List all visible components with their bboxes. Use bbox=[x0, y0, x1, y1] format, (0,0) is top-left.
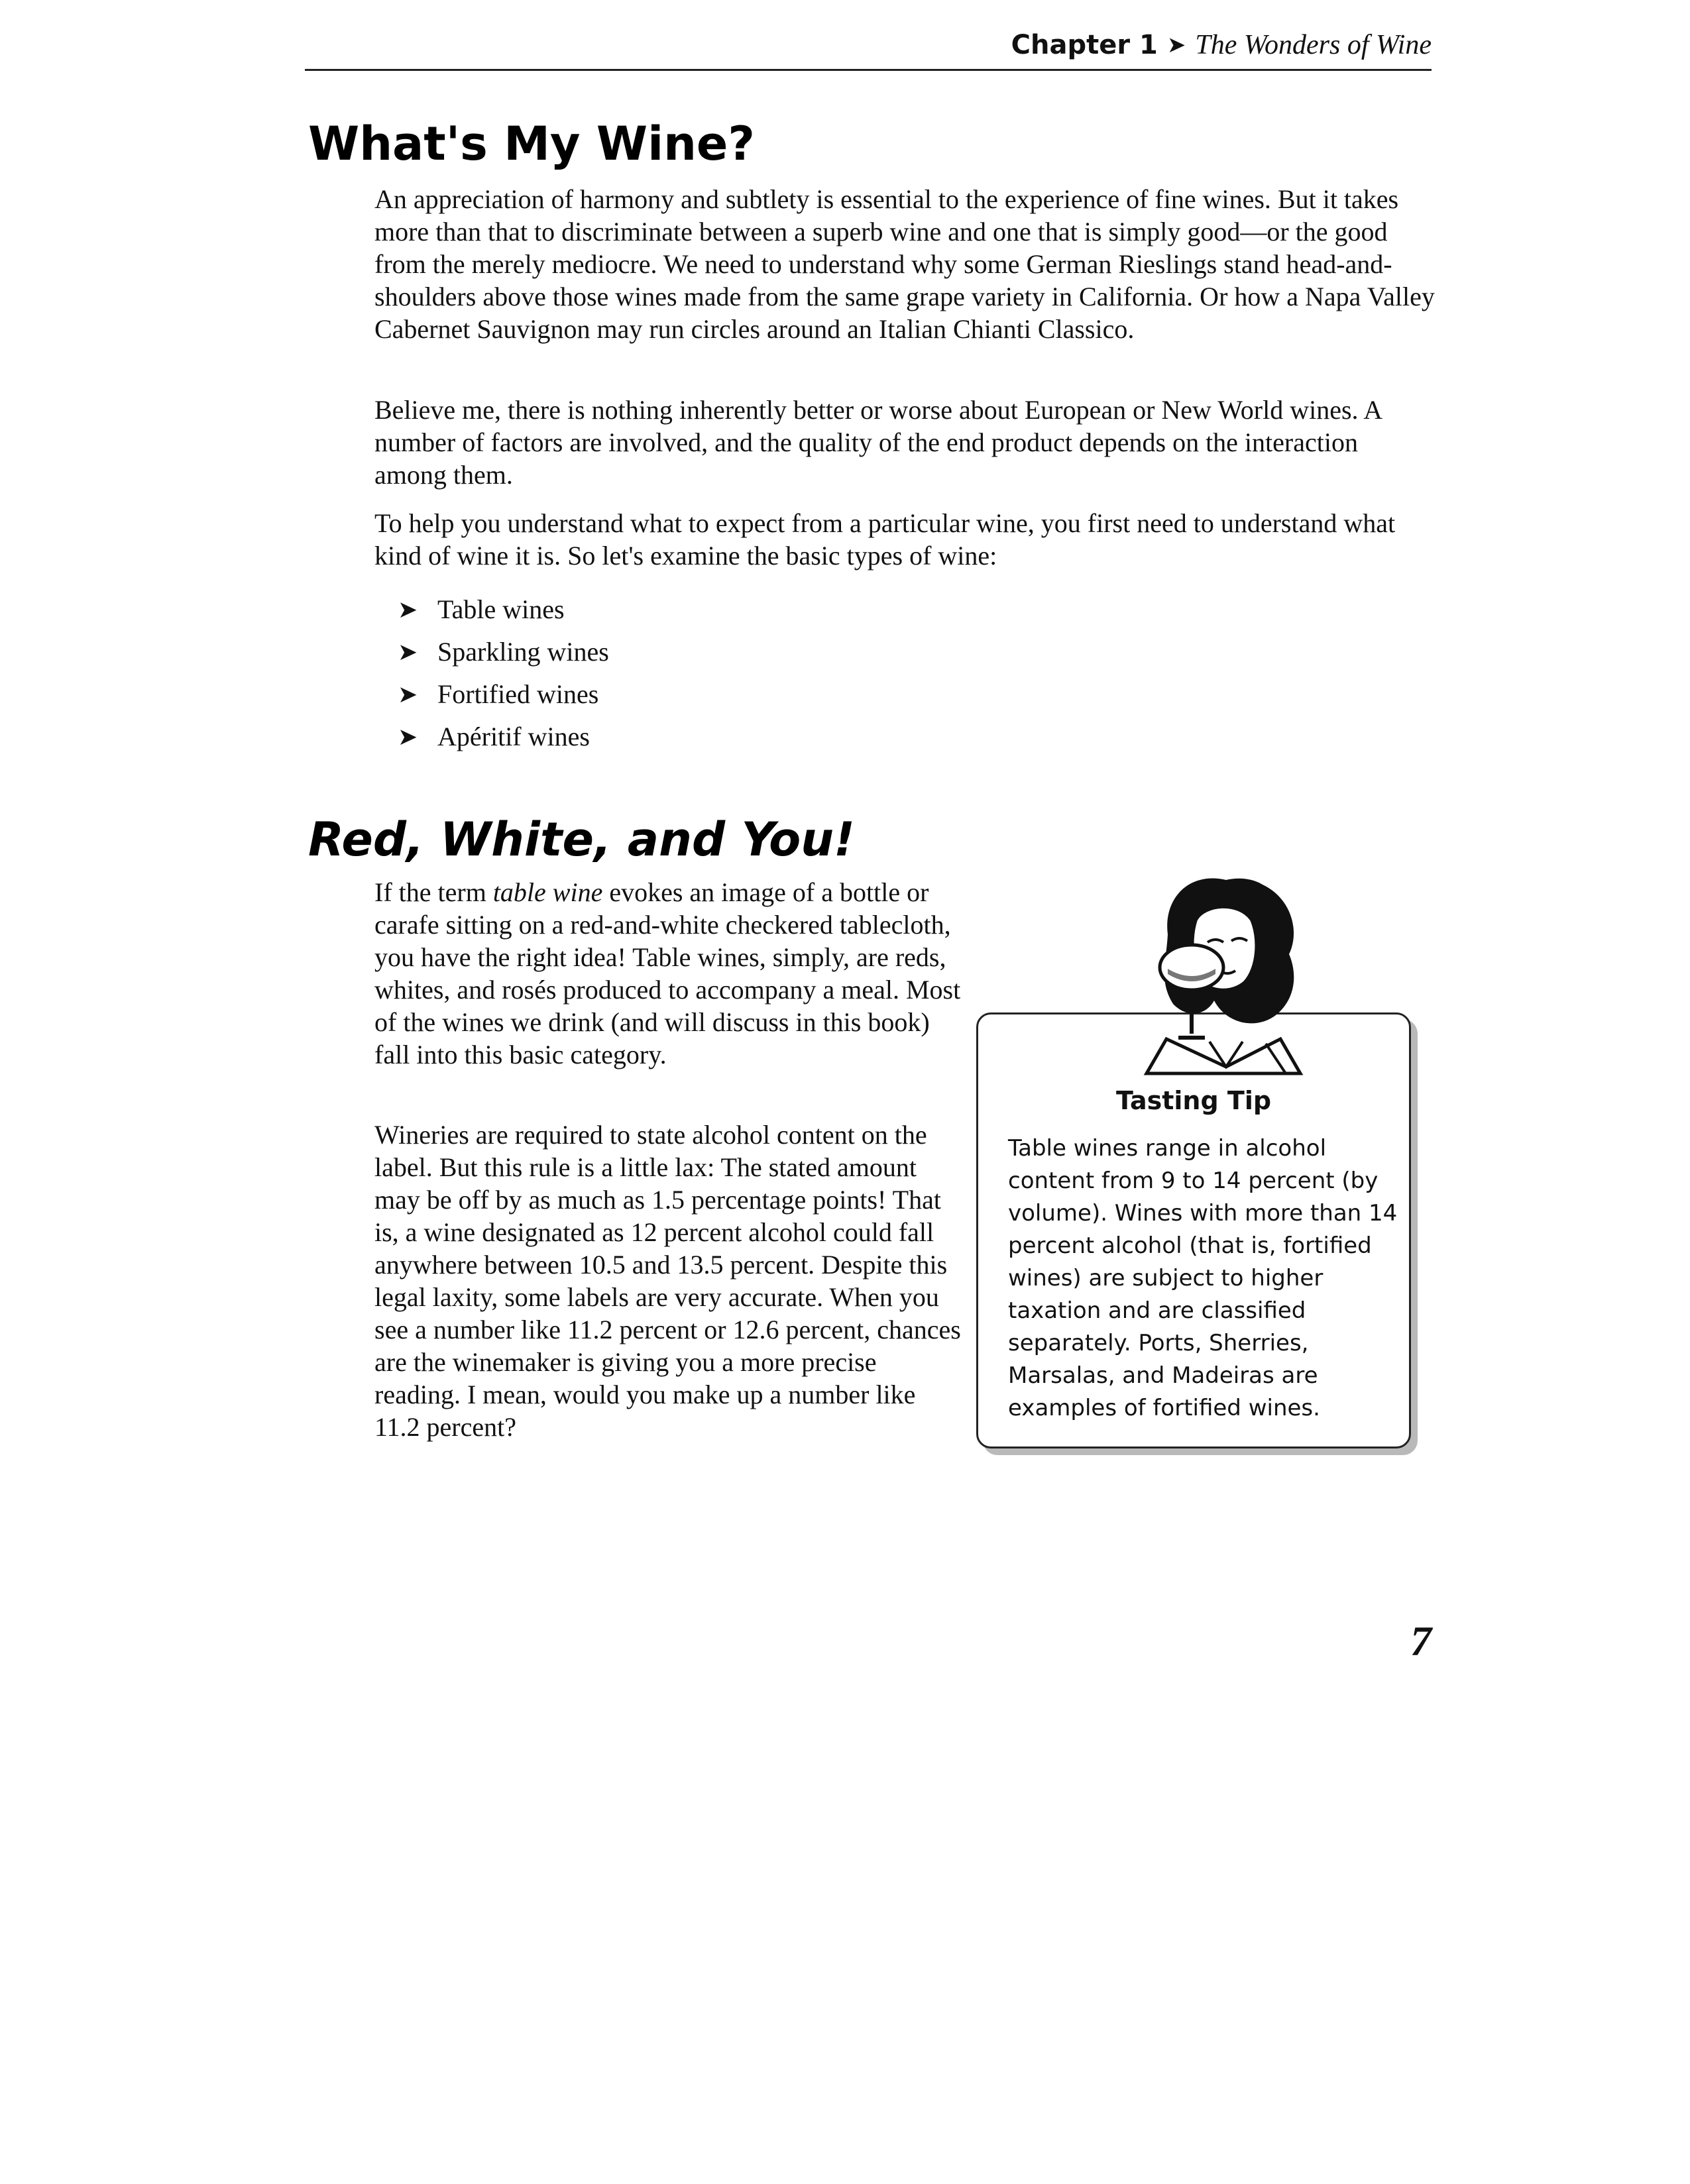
text-run: If the term bbox=[374, 877, 493, 907]
paragraph: Wineries are required to state alcohol content on the label. But this rule is a little lax: The stated amount may be off by as much as 1.5 percentage points! That is, a wine designated as 12 percent alcohol could fall anywhere between 10.5 and 13.5 percent. Despite this legal laxity, some labels are very accurate. When you see a number like 11.2 percent or 12.6 percent, chances are the winemaker is giving you a more precise reading. I mean, would you make up a number like 11.2 percent? bbox=[374, 1120, 961, 1442]
list-item bbox=[398, 673, 609, 716]
page-number: 7 bbox=[1410, 1617, 1432, 1665]
sidebar-text: Table wines range in alcohol content from 9 to 14 percent (by volume). Wines with more than 14 percent alcohol (that is, fortified wines) are subject to higher taxation and are classified separately. Ports, Sherries, Marsalas, and Madeiras are examples of fortified wines. bbox=[1008, 1135, 1398, 1421]
arrowhead-icon: ➤ bbox=[1166, 33, 1186, 58]
italic-term: table wine bbox=[492, 877, 603, 907]
list-item bbox=[398, 631, 609, 673]
arrowhead-icon: ➤ bbox=[398, 596, 418, 623]
header-divider bbox=[305, 69, 1432, 71]
wine-types-list bbox=[398, 588, 609, 758]
arrowhead-icon: ➤ bbox=[398, 639, 418, 665]
list-item-label: Sparkling wines bbox=[437, 637, 609, 667]
paragraph: An appreciation of harmony and subtlety is essential to the experience of fine wines. But it takes more than that to discriminate between a superb wine and one that is simply good—or the good from the merely mediocre. We need to understand why some German Rieslings stand head-and-shoulders above those wines made from the same grape variety in California. Or how a Napa Valley Cabernet Sauvignon may run circles around an Italian Chianti Classico. bbox=[374, 184, 1435, 344]
paragraph: Believe me, there is nothing inherently better or worse about European or New World wines. A number of factors are involved, and the quality of the end product depends on the interaction among them. bbox=[374, 395, 1381, 490]
arrowhead-icon: ➤ bbox=[398, 724, 418, 750]
section-heading-red-white-and-you: Red, White, and You! bbox=[308, 812, 855, 867]
paragraph: To help you understand what to expect from a particular wine, you first need to understand what kind of wine it is. So let's examine the basic types of wine: bbox=[374, 508, 1396, 571]
section-heading-whats-my-wine: What's My Wine? bbox=[308, 117, 755, 171]
text-run: evokes an image of a bottle or carafe sitting on a red-and-white checkered tablecloth, you have the right idea! Table wines, simply, are reds, whites, and rosés produced to accompany a meal. Most of the wines we drink (and will discuss in this book) fall into this basic category. bbox=[374, 877, 961, 1069]
list-item bbox=[398, 588, 609, 631]
list-item-label: Table wines bbox=[437, 594, 565, 624]
arrowhead-icon: ➤ bbox=[398, 681, 418, 708]
running-head bbox=[305, 25, 1432, 65]
list-item-label: Apéritif wines bbox=[437, 722, 590, 751]
chapter-title: The Wonders of Wine bbox=[1195, 30, 1432, 60]
woman-tasting-wine-icon bbox=[1127, 868, 1306, 1080]
sidebar-title: Tasting Tip bbox=[1115, 1086, 1272, 1115]
list-item-label: Fortified wines bbox=[437, 679, 599, 709]
list-item bbox=[398, 716, 609, 758]
chapter-label: Chapter 1 bbox=[1011, 30, 1158, 60]
paragraph bbox=[374, 876, 964, 1071]
